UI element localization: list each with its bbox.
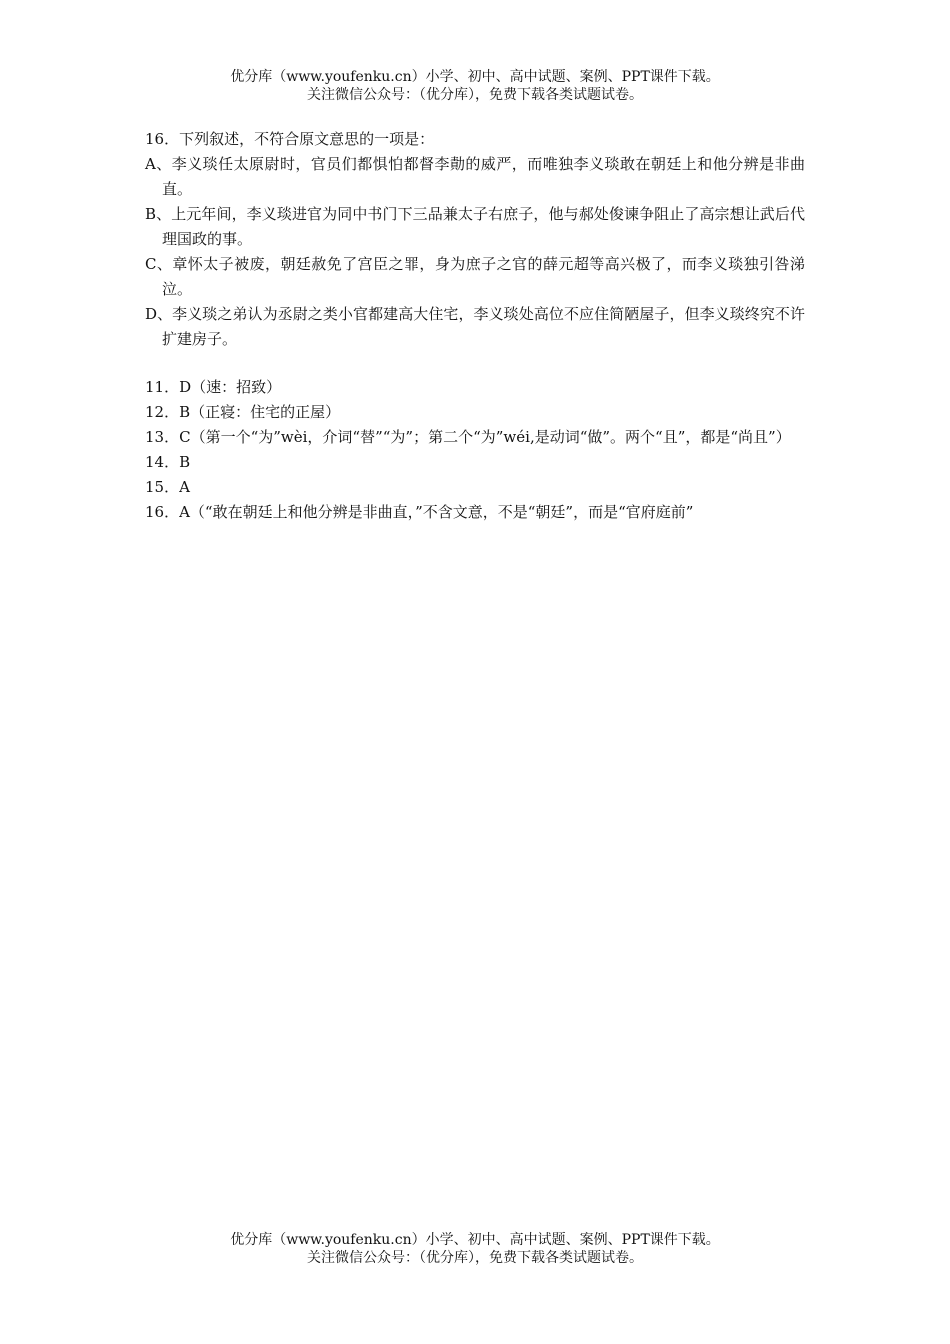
section-spacer bbox=[145, 352, 805, 375]
page-header bbox=[0, 68, 950, 104]
page-footer bbox=[0, 1231, 950, 1267]
document-body bbox=[145, 127, 805, 525]
option-d: D、李义琰之弟认为丞尉之类小官都建高大住宅，李义琰处高位不应住简陋屋子，但李义琰终究不许扩建房子。 bbox=[145, 305, 805, 348]
answer-14: 14．B bbox=[145, 453, 191, 471]
footer-line-1: 优分库（www.youfenku.cn）小学、初中、高中试题、案例、PPT课件下载。 bbox=[230, 1232, 720, 1248]
header-line-2: 关注微信公众号：（优分库），免费下载各类试题试卷。 bbox=[307, 87, 643, 103]
answer-12: 12．B（正寝：住宅的正屋） bbox=[145, 403, 341, 421]
answer-16: 16．A（“敢在朝廷上和他分辨是非曲直，”不含文意，不是“朝廷”，而是“官府庭前” bbox=[145, 503, 694, 521]
option-a: A、李义琰任太原尉时，官员们都惧怕都督李勣的威严，而唯独李义琰敢在朝廷上和他分辨是非曲直。 bbox=[145, 155, 805, 198]
header-line-1: 优分库（www.youfenku.cn）小学、初中、高中试题、案例、PPT课件下载。 bbox=[230, 69, 720, 85]
answer-13: 13．C（第一个“为”wèi，介词“替”“为”；第二个“为”wéi,是动词“做”。两个“且”，都是“尚且”） bbox=[145, 428, 791, 446]
footer-line-2: 关注微信公众号：（优分库），免费下载各类试题试卷。 bbox=[307, 1250, 643, 1266]
answer-15: 15．A bbox=[145, 478, 190, 496]
option-b: B、上元年间，李义琰进官为同中书门下三品兼太子右庶子，他与郝处俊谏争阻止了高宗想让武后代理国政的事。 bbox=[145, 205, 805, 248]
answer-11: 11．D（速：招致） bbox=[145, 378, 282, 396]
option-c: C、章怀太子被废，朝廷赦免了宫臣之罪，身为庶子之官的薛元超等高兴极了，而李义琰独引咎涕泣。 bbox=[145, 255, 805, 298]
question-stem: 16．下列叙述，不符合原文意思的一项是： bbox=[145, 130, 435, 148]
